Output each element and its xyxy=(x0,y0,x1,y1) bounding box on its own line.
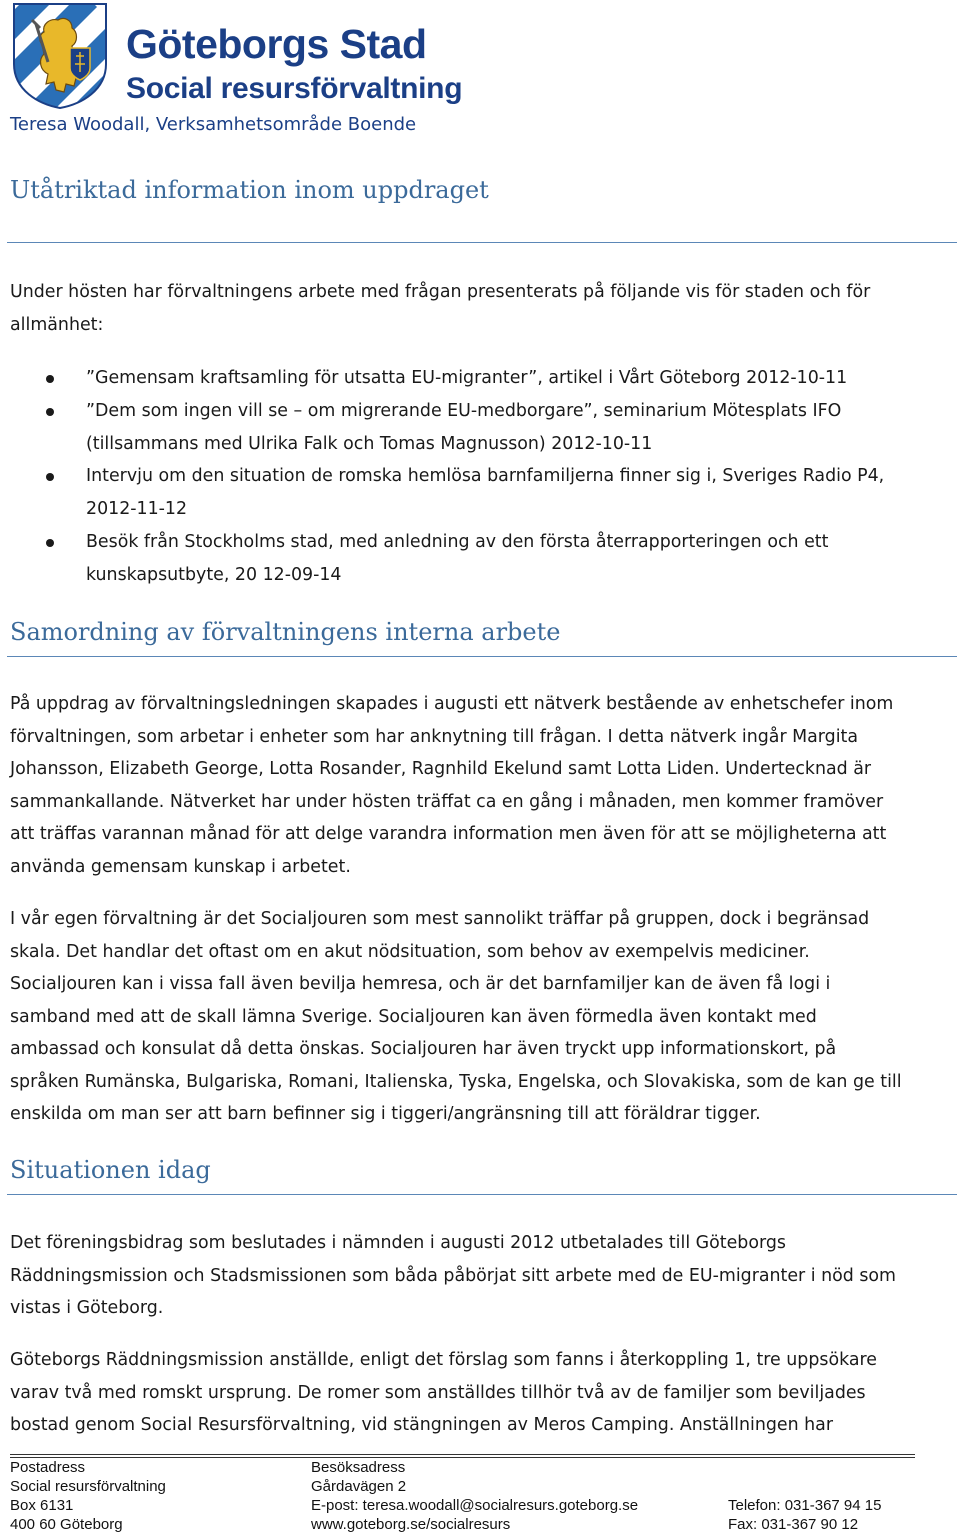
footer-website[interactable]: www.goteborg.se/socialresurs xyxy=(311,1516,511,1533)
list-item: ”Dem som ingen vill se – om migrerande EU-medborgare”, seminarium Mötesplats IFO (tillsammans med Ulrika Falk och Tomas Magnusson) 2012-10-11 xyxy=(86,401,842,454)
coordination-paragraph-2: I vår egen förvaltning är det Socialjouren som mest sannolikt träffar på gruppen, dock i begränsad skala. Det handlar det oftast om en akut nödsituation, som behov av exempelvis mediciner. Socialjouren kan i vissa fall även bevilja hemresa, och är det barnfamiljer kan de även få logi i samband med att de skall lämna Sverige. Socialjouren kan även förmedla även kontakt med ambassad och konsulat då detta önskas. Socialjouren har även tryckt upp informationskort, på språken Rumänska, Bulgariska, Romani, Italienska, Tyska, Engelska, och Slovakiska, som de kan ge till enskilda om man ser att barn befinner sig i tiggeri/angränsning till att föräldrar tigger. xyxy=(10,909,902,1124)
list-item: Intervju om den situation de romska hemlösa barnfamiljerna finner sig i, Sveriges Radio P4, 2012-11-12 xyxy=(86,466,885,519)
situation-paragraph-2: Göteborgs Räddningsmission anställde, enligt det förslag som fanns i återkoppling 1, tre uppsökare varav två med romskt ursprung. De romer som anställdes tillhör två av de familjer som beviljades bostad genom Social Resursförvaltning, vid stängningen av Meros Camping. Anställningen har xyxy=(10,1350,877,1435)
footer-email[interactable]: E-post: teresa.woodall@socialresurs.goteborg.se xyxy=(311,1497,639,1514)
section-heading-coordination: Samordning av förvaltningens interna arbete xyxy=(10,618,561,646)
list-item: ”Gemensam kraftsamling för utsatta EU-migranter”, artikel i Vårt Göteborg 2012-10-11 xyxy=(86,368,848,388)
coat-of-arms-logo xyxy=(12,2,108,110)
outreach-intro: Under hösten har förvaltningens arbete med frågan presenterats på följande vis för staden och för allmänhet: xyxy=(10,282,871,335)
org-department: Social resursförvaltning xyxy=(126,72,463,105)
bullet-dot xyxy=(46,539,54,547)
section-heading-current-situation: Situationen idag xyxy=(10,1156,211,1184)
heading-rule xyxy=(7,656,957,657)
footer-rule xyxy=(10,1454,915,1455)
footer-phone-fax: Telefon: 031-367 94 15 Fax: 031-367 90 12 xyxy=(728,1497,882,1533)
footer-visiting-address: Besöksadress Gårdavägen 2 E-post: teresa.woodall@socialresurs.goteborg.se www.goteborg.se/socialresurs xyxy=(311,1459,639,1533)
bullet-dot xyxy=(46,473,54,481)
bullet-dot xyxy=(46,375,54,383)
heading-rule xyxy=(7,1194,957,1195)
heading-rule xyxy=(7,242,957,243)
org-name: Göteborgs Stad xyxy=(126,21,427,67)
list-item: Besök från Stockholms stad, med anledning av den första återrapporteringen och ett kunskapsutbyte, 20 12-09-14 xyxy=(86,532,829,585)
situation-paragraph-1: Det föreningsbidrag som beslutades i nämnden i augusti 2012 utbetalades till Göteborgs Räddningsmission och Stadsmissionen som båda påbörjat sitt arbete med de EU-migranter i nöd som vistas i Göteborg. xyxy=(10,1233,896,1318)
footer-postal-address: Postadress Social resursförvaltning Box 6131 400 60 Göteborg xyxy=(10,1459,166,1533)
author-line: Teresa Woodall, Verksamhetsområde Boende xyxy=(10,114,417,135)
bullet-dot xyxy=(46,408,54,416)
coordination-paragraph-1: På uppdrag av förvaltningsledningen skapades i augusti ett nätverk bestående av enhetschefer inom förvaltningen, som arbetar i enheter som har anknytning till frågan. I detta nätverk ingår Margita Johansson, Elizabeth George, Lotta Rosander, Ragnhild Ekelund samt Lotta Liden. Undertecknad är sammankallande. Nätverket har under hösten träffat ca en gång i månaden, men kommer framöver att träffas varannan månad för att delge varandra information men även för att se möjligheterna att använda gemensam kunskap i arbetet. xyxy=(10,694,894,877)
section-heading-outreach: Utåtriktad information inom uppdraget xyxy=(10,176,489,204)
